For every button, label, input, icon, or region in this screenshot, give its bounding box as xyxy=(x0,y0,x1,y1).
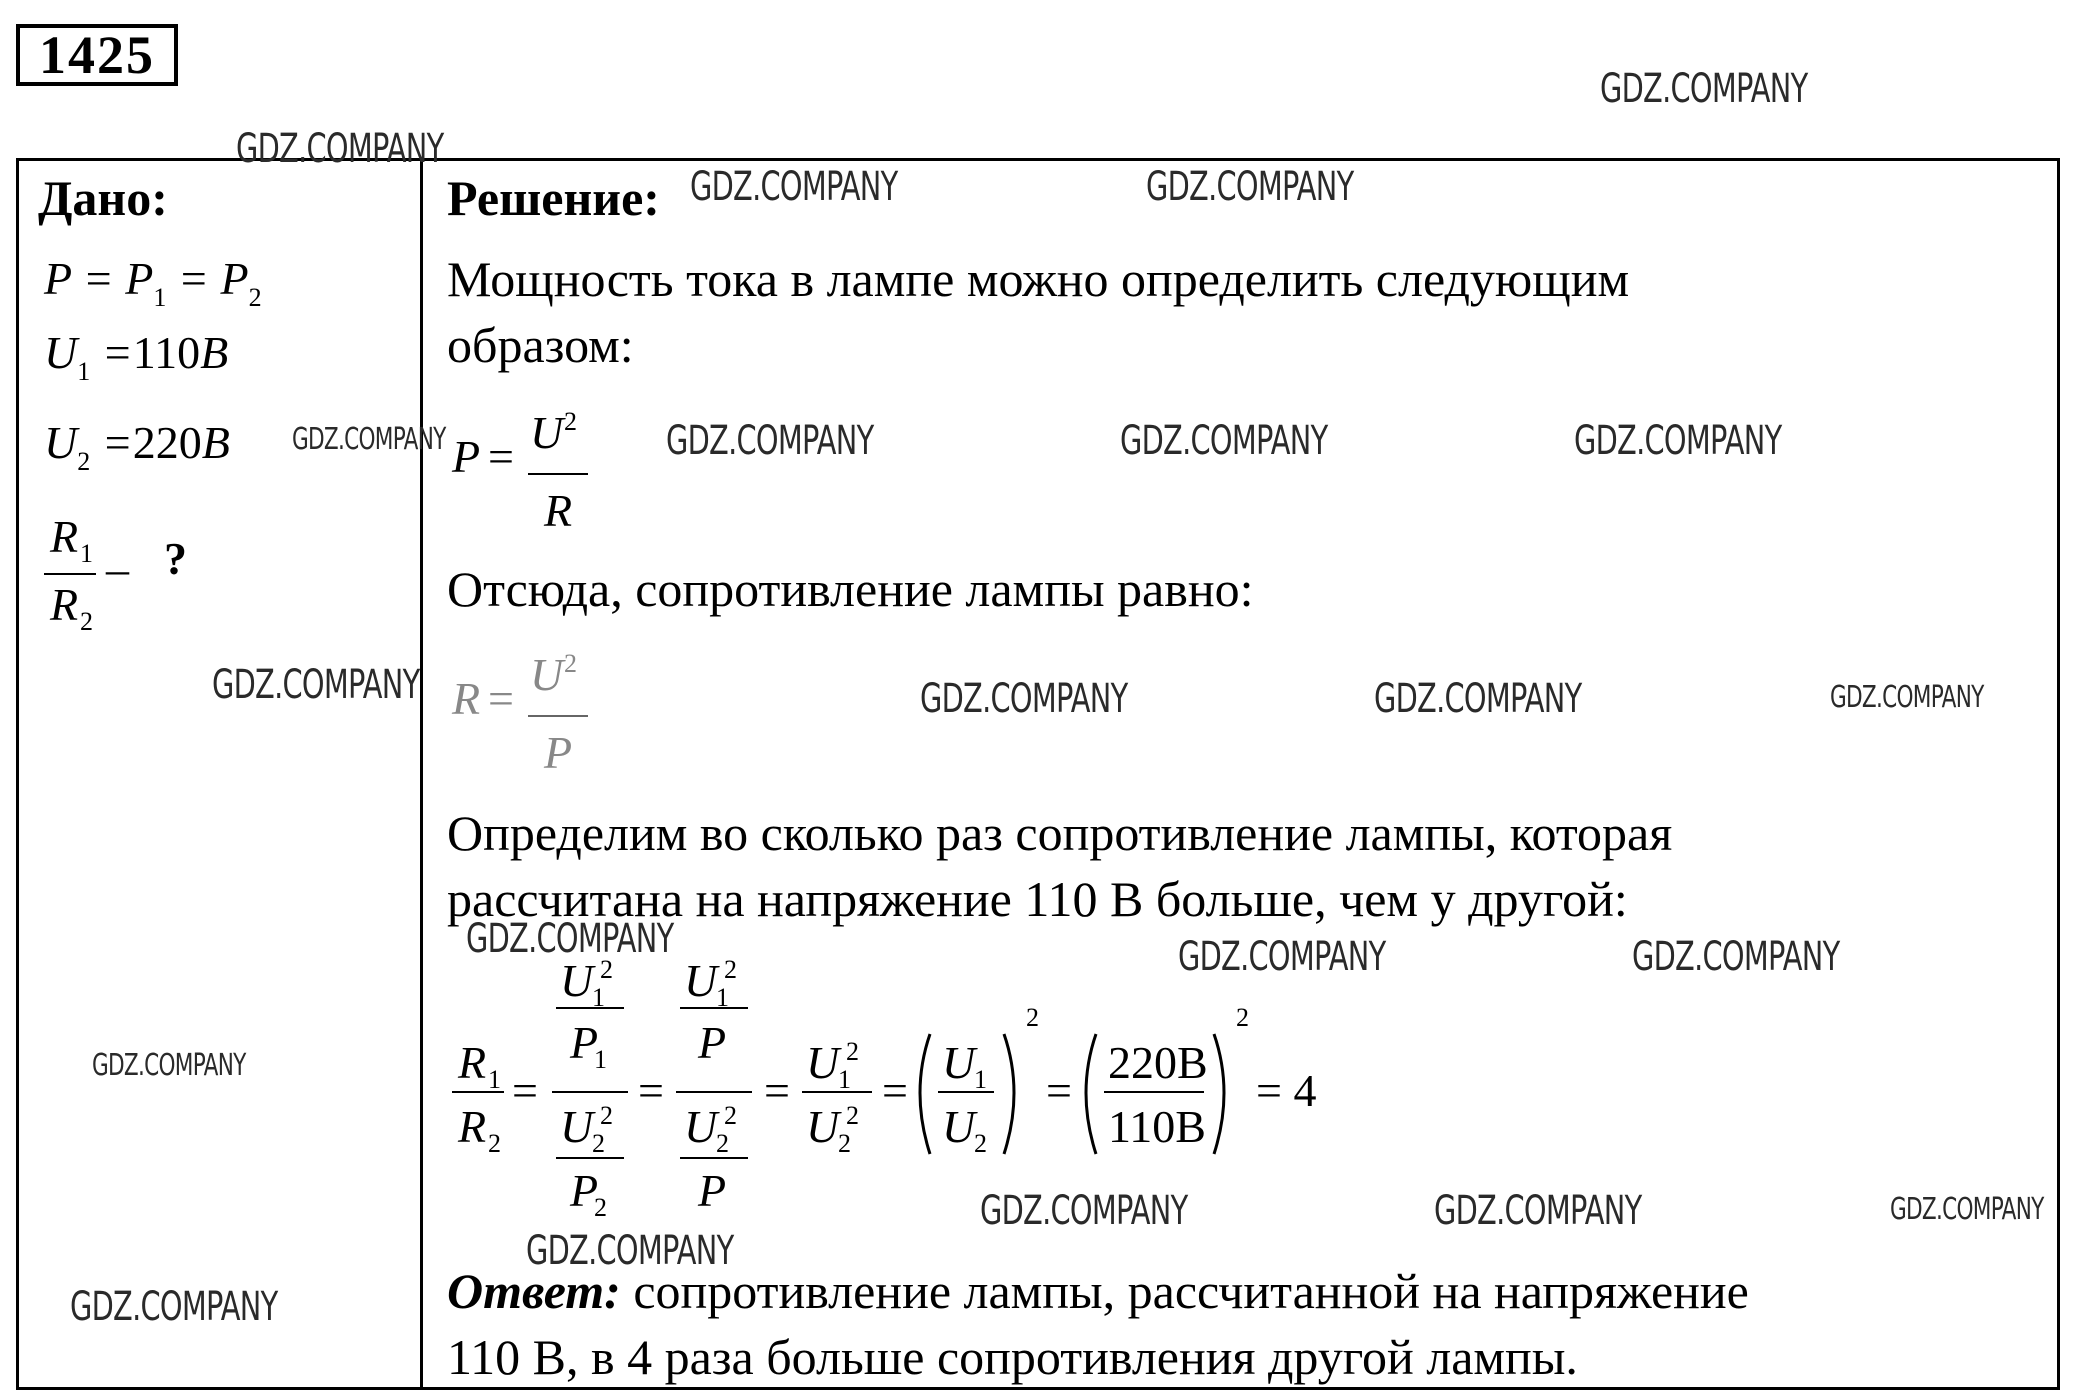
svg-text:U: U xyxy=(942,1101,976,1152)
solution-para3-line2: рассчитана на напряжение 110 В больше, чем у другой: xyxy=(447,871,1628,927)
given-heading: Дано: xyxy=(38,170,168,226)
svg-text:1: 1 xyxy=(488,1065,501,1094)
svg-text:=: = xyxy=(638,1065,664,1116)
problem-number: 1425 xyxy=(16,24,178,86)
svg-text:R: R xyxy=(458,1101,487,1152)
svg-text:2: 2 xyxy=(974,1129,987,1158)
svg-text:U: U xyxy=(530,407,564,458)
svg-text:2: 2 xyxy=(600,955,613,984)
svg-text:U: U xyxy=(806,1101,840,1152)
solution-para3-line1: Определим во сколько раз сопротивление лампы, которая xyxy=(447,805,1673,861)
solution-para2: Отсюда, сопротивление лампы равно: xyxy=(447,561,1254,617)
watermark: GDZ.COMPANY xyxy=(1374,676,1582,722)
svg-text:–: – xyxy=(106,543,129,594)
svg-text:2: 2 xyxy=(488,1129,501,1158)
svg-text:2: 2 xyxy=(592,1129,605,1158)
svg-text:2: 2 xyxy=(838,1129,851,1158)
answer-label: Ответ: xyxy=(447,1263,621,1319)
given-unknown-ratio xyxy=(44,508,244,638)
formula-power xyxy=(452,408,612,538)
svg-text:2: 2 xyxy=(716,1129,729,1158)
formula-resistance xyxy=(452,650,612,780)
svg-text:=: = xyxy=(512,1065,538,1116)
svg-text:P: P xyxy=(698,1165,727,1216)
svg-text:U: U xyxy=(560,955,594,1006)
watermark: GDZ.COMPANY xyxy=(1146,164,1354,210)
svg-text:U: U xyxy=(530,649,564,700)
given-voltage-1: $U_1 =110B$ xyxy=(44,327,229,386)
watermark: GDZ.COMPANY xyxy=(980,1188,1188,1234)
svg-text:2: 2 xyxy=(564,407,577,436)
solution-para1-line1: Мощность тока в лампе можно определить следующим xyxy=(447,251,1630,307)
watermark: GDZ.COMPANY xyxy=(1434,1188,1642,1234)
svg-text:P: P xyxy=(570,1165,599,1216)
svg-text:2: 2 xyxy=(600,1101,613,1130)
svg-text:2: 2 xyxy=(724,1101,737,1130)
watermark: GDZ.COMPANY xyxy=(92,1048,246,1083)
svg-text:R: R xyxy=(50,579,79,630)
svg-text:R: R xyxy=(50,511,79,562)
answer-text-1: сопротивление лампы, рассчитанной на напряжение xyxy=(633,1263,1749,1319)
watermark: GDZ.COMPANY xyxy=(212,662,420,708)
watermark: GDZ.COMPANY xyxy=(666,418,874,464)
svg-text:P: P xyxy=(452,431,481,482)
watermark: GDZ.COMPANY xyxy=(526,1228,734,1274)
watermark: GDZ.COMPANY xyxy=(1890,1192,2044,1227)
watermark: GDZ.COMPANY xyxy=(1632,934,1840,980)
watermark: GDZ.COMPANY xyxy=(1830,680,1984,715)
watermark: GDZ.COMPANY xyxy=(236,126,444,172)
ratio-denominator: 110B xyxy=(1108,1101,1206,1152)
svg-text:1: 1 xyxy=(592,983,605,1012)
svg-text:=: = xyxy=(488,673,514,724)
svg-text:P: P xyxy=(570,1017,599,1068)
svg-text:2: 2 xyxy=(1026,1003,1039,1032)
ratio-numerator: 220B xyxy=(1108,1037,1208,1088)
solution-heading: Решение: xyxy=(447,170,660,226)
column-divider xyxy=(420,158,423,1390)
given-voltage-2: $U_2 =220B$ xyxy=(44,417,230,476)
watermark: GDZ.COMPANY xyxy=(690,164,898,210)
svg-text:1: 1 xyxy=(974,1065,987,1094)
answer-line2: 110 В, в 4 раза больше сопротивления другой лампы. xyxy=(447,1329,1578,1385)
svg-text:2: 2 xyxy=(846,1037,859,1066)
given-u1-value: 110 xyxy=(132,327,201,378)
given-power-equality: $P = P_1 = P_2$ xyxy=(44,253,262,312)
svg-text:2: 2 xyxy=(846,1101,859,1130)
svg-text:R: R xyxy=(458,1037,487,1088)
watermark: GDZ.COMPANY xyxy=(920,676,1128,722)
watermark: GDZ.COMPANY xyxy=(70,1284,278,1330)
svg-text:U: U xyxy=(942,1037,976,1088)
svg-text:2: 2 xyxy=(594,1193,607,1222)
svg-text:P: P xyxy=(544,727,573,778)
svg-text:2: 2 xyxy=(564,649,577,678)
watermark: GDZ.COMPANY xyxy=(1574,418,1782,464)
svg-text:=: = xyxy=(882,1065,908,1116)
given-u2-value: 220 xyxy=(132,417,202,468)
svg-text:1: 1 xyxy=(80,539,93,568)
svg-text:U: U xyxy=(806,1037,840,1088)
given-unknown-mark: ? xyxy=(164,533,187,584)
svg-text:2: 2 xyxy=(1236,1003,1249,1032)
watermark: GDZ.COMPANY xyxy=(1178,934,1386,980)
watermark: GDZ.COMPANY xyxy=(1120,418,1328,464)
ratio-result: = 4 xyxy=(1256,1065,1317,1116)
given-u1-unit: B xyxy=(200,327,229,378)
svg-text:=: = xyxy=(764,1065,790,1116)
svg-text:2: 2 xyxy=(80,607,93,636)
solution-para1-line2: образом: xyxy=(447,317,634,373)
given-u2-unit: B xyxy=(201,417,230,468)
svg-text:2: 2 xyxy=(724,955,737,984)
watermark: GDZ.COMPANY xyxy=(1600,66,1808,112)
svg-text:U: U xyxy=(684,955,718,1006)
svg-text:P: P xyxy=(698,1017,727,1068)
watermark: GDZ.COMPANY xyxy=(292,422,446,457)
svg-text:R: R xyxy=(544,485,573,536)
formula-resistance-ratio xyxy=(452,955,1352,1230)
svg-text:U: U xyxy=(684,1101,718,1152)
svg-text:=: = xyxy=(1046,1065,1072,1116)
svg-text:R: R xyxy=(452,673,481,724)
watermark: GDZ.COMPANY xyxy=(466,916,674,962)
svg-text:1: 1 xyxy=(594,1045,607,1074)
svg-text:1: 1 xyxy=(838,1065,851,1094)
svg-text:U: U xyxy=(560,1101,594,1152)
svg-text:1: 1 xyxy=(716,983,729,1012)
svg-text:=: = xyxy=(488,431,514,482)
